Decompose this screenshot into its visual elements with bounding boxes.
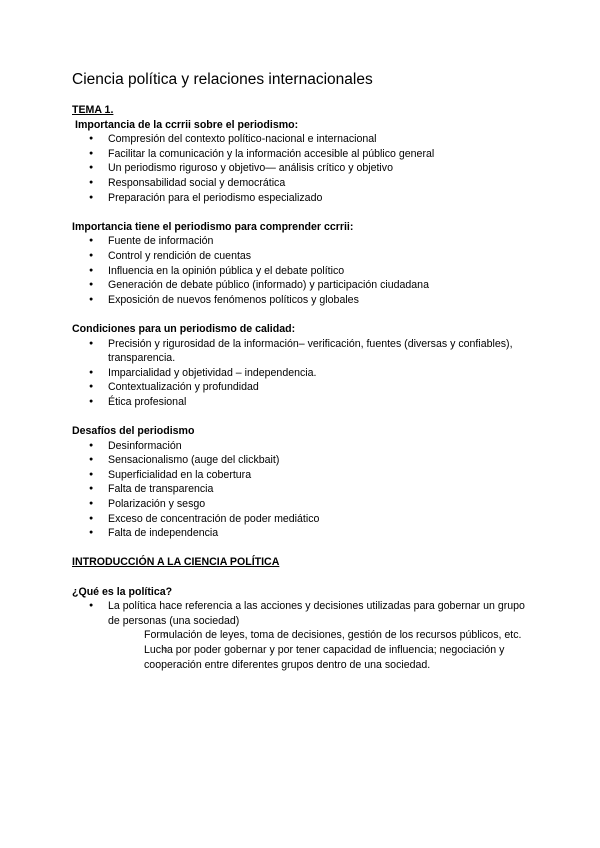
list-item: ● Generación de debate público (informado) y participación ciudadana xyxy=(72,278,532,293)
section-heading: ¿Qué es la política? xyxy=(72,585,173,598)
list-item: ● Falta de transparencia xyxy=(72,482,532,497)
list-item: ● Influencia en la opinión pública y el debate político xyxy=(72,264,532,279)
section-importancia-ccrrii xyxy=(72,118,532,206)
list-item: ● Compresión del contexto político-nacional e internacional xyxy=(72,132,532,147)
list-item: ● Responsabilidad social y democrática xyxy=(72,176,532,191)
bullet-list xyxy=(72,234,532,307)
section-heading: Importancia de la ccrrii sobre el periodismo: xyxy=(75,118,299,131)
spacer xyxy=(72,205,532,220)
section-heading-tema-1: TEMA 1. xyxy=(72,104,114,116)
section-condiciones-calidad xyxy=(72,322,532,410)
sub-bullet-list xyxy=(108,628,532,672)
list-item: ● Ética profesional xyxy=(72,395,532,410)
bullet-list xyxy=(72,599,532,672)
list-item: ● Superficialidad en la cobertura xyxy=(72,468,532,483)
list-item: ● Control y rendición de cuentas xyxy=(72,249,532,264)
list-item: ● Desinformación xyxy=(72,439,532,454)
list-item: ● Facilitar la comunicación y la información accesible al público general xyxy=(72,147,532,162)
document-title: Ciencia política y relaciones internacionales xyxy=(72,71,373,88)
list-item: ● Preparación para el periodismo especializado xyxy=(72,191,532,206)
list-item: ● Falta de independencia xyxy=(72,526,532,541)
section-heading: Importancia tiene el periodismo para comprender ccrrii: xyxy=(72,220,354,233)
list-item: ● Polarización y sesgo xyxy=(72,497,532,512)
list-item xyxy=(72,599,532,672)
list-item-text: La política hace referencia a las acciones y decisiones utilizadas para gobernar un grupo de personas (una sociedad) xyxy=(108,600,525,627)
section-heading-introduccion: INTRODUCCIÓN A LA CIENCIA POLÍTICA xyxy=(72,556,280,569)
list-item: ● Un periodismo riguroso y objetivo— análisis crítico y objetivo xyxy=(72,161,532,176)
list-item: ● Fuente de información xyxy=(72,234,532,249)
spacer xyxy=(72,570,532,585)
sub-list-item xyxy=(108,643,532,672)
section-desafios xyxy=(72,424,532,541)
bullet-list xyxy=(72,132,532,205)
bullet-list xyxy=(72,337,532,410)
list-item: ● Contextualización y profundidad xyxy=(72,380,532,395)
list-item: ● Precisión y rigurosidad de la información– verificación, fuentes (diversas y confiables), transparencia. xyxy=(72,337,532,366)
sub-list-item xyxy=(108,628,532,643)
spacer xyxy=(72,307,532,322)
section-importancia-periodismo xyxy=(72,220,532,308)
spacer xyxy=(72,409,532,424)
document-body xyxy=(72,103,532,672)
section-heading: Condiciones para un periodismo de calidad: xyxy=(72,322,296,335)
spacer xyxy=(72,541,532,556)
section-heading: Desafíos del periodismo xyxy=(72,425,195,438)
list-item: ● Exposición de nuevos fenómenos políticos y globales xyxy=(72,293,532,308)
sub-list-item-text: ○ Formulación de leyes, toma de decisiones, gestión de los recursos públicos, etc. xyxy=(144,629,522,642)
sub-list-item-text: ○ Lucha por poder gobernar y por tener capacidad de influencia; negociación y cooperación entre diferentes grupos dentro de una sociedad. xyxy=(144,643,505,671)
list-item: ● Exceso de concentración de poder mediático xyxy=(72,512,532,527)
section-que-es-politica xyxy=(72,585,532,673)
list-item: ● Sensacionalismo (auge del clickbait) xyxy=(72,453,532,468)
bullet-list xyxy=(72,439,532,541)
list-item: ● Imparcialidad y objetividad – independencia. xyxy=(72,366,532,381)
